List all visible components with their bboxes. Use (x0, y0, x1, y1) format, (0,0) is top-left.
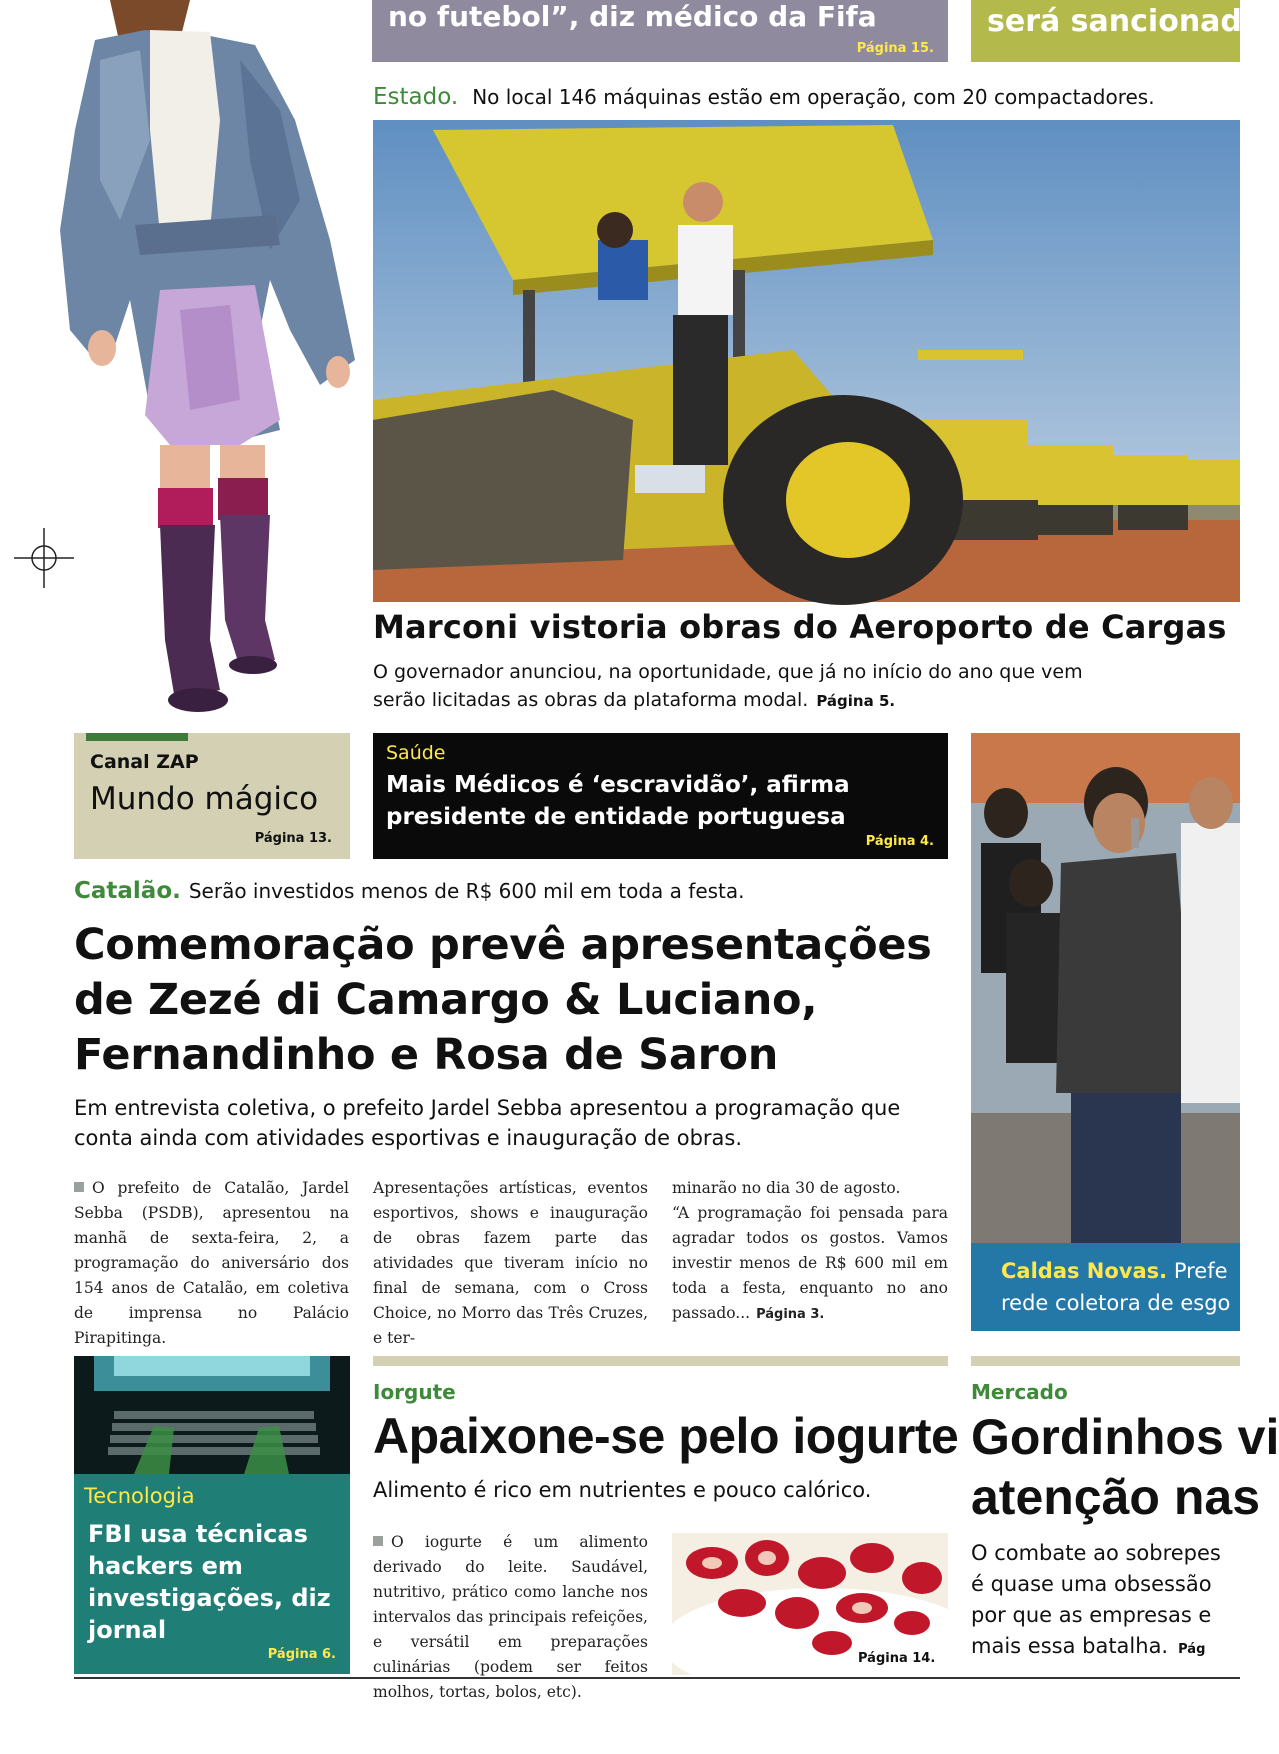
child-model-photo (40, 0, 360, 735)
mercado-deck (971, 1538, 1240, 1668)
catalao-col1-text: O prefeito de Catalão, Jardel Sebba (PSDB), apresentou na manhã de sexta-feira, 2, a programação do aniversário dos 154 anos de Catalão, em coletiva de imprensa no Palácio Pirapitinga. (74, 1179, 349, 1347)
iogurte-deck: Alimento é rico em nutrientes e pouco calórico. (373, 1478, 872, 1502)
mercado-section: Mercado (971, 1380, 1068, 1404)
caldas-caption-text (1001, 1255, 1230, 1319)
catalao-col3a-text: minarão no dia 30 de agosto. (672, 1179, 901, 1197)
estado-lead-line (373, 84, 1155, 110)
caldas-line2: rede coletora de esgo (1001, 1291, 1231, 1315)
catalao-col3b-text: “A programação foi pensada para agradar todos os gostos. Vamos investir menos de R$ 600 mil em toda a festa, enquanto no ano passado... (672, 1204, 948, 1322)
bullet-icon (74, 1182, 84, 1192)
mercado-headline-line1: Gordinhos vi (971, 1409, 1279, 1465)
mercado-top-rule (971, 1356, 1240, 1366)
tecnologia-section: Tecnologia (84, 1484, 195, 1508)
catalao-lead: Serão investidos menos de R$ 600 mil em toda a festa. (188, 879, 745, 903)
saude-headline: Mais Médicos é ‘escravidão’, afirma presidente de entidade portuguesa (386, 772, 850, 830)
sanction-headline: será sancionad (987, 4, 1242, 39)
catalao-column-3 (672, 1176, 948, 1327)
marconi-headline[interactable]: Marconi vistoria obras do Aeroporto de Cargas (373, 608, 1227, 646)
catalao-lead-line (74, 878, 745, 904)
mercado-deck-line1: O combate ao sobrepes (971, 1541, 1221, 1565)
iogurte-section: Iorgute (373, 1380, 456, 1404)
bullet-icon (373, 1536, 383, 1546)
iogurte-page-ref: Página 14. (858, 1651, 936, 1666)
mercado-page-ref: Pág (1178, 1642, 1206, 1657)
marconi-deck (373, 658, 1133, 715)
catalao-headline[interactable]: Comemoração prevê apresentações de Zezé di Camargo & Luciano, Fernandinho e Rosa de Saron (74, 920, 932, 1080)
fifa-teaser-banner[interactable] (372, 0, 948, 62)
catalao-column-2: Apresentações artísticas, eventos esportivos, shows e inauguração de obras fazem parte das atividades que tiveram início no final de semana, com o Cross Choice, no Morro das Três Cruzes, e ter- (373, 1179, 648, 1347)
mercado-headline-line2: atenção nas (971, 1469, 1261, 1525)
catalao-column-1 (74, 1176, 349, 1351)
catalao-page-ref: Página 3. (756, 1307, 825, 1322)
caldas-novas-caption[interactable] (971, 1243, 1240, 1331)
bottom-rule (74, 1677, 1240, 1679)
mercado-deck-line2: é quase uma obsessão (971, 1572, 1212, 1596)
canal-zap-section: Canal ZAP (90, 751, 199, 773)
canal-zap-page-ref: Página 13. (254, 831, 332, 846)
saude-teaser[interactable] (373, 733, 948, 859)
roller-compactors-photo (373, 120, 1240, 602)
fifa-page-ref: Página 15. (856, 41, 934, 56)
iogurte-body-text: O iogurte é um alimento derivado do leite. Saudável, nutritivo, prático como lanche nos intervalos das principais refeições, e versátil em preparações culinárias (podem ser feitos molhos, tortas, bolos, etc). (373, 1533, 648, 1701)
saude-section: Saúde (386, 742, 446, 764)
mercado-deck-line4: mais essa batalha. (971, 1634, 1169, 1658)
registration-crosshair-icon (14, 528, 74, 588)
estado-kicker: Estado. (373, 84, 459, 110)
marconi-page-ref: Página 5. (816, 692, 896, 710)
mercado-headline[interactable] (971, 1407, 1279, 1527)
caldas-kicker: Caldas Novas. (1001, 1259, 1168, 1283)
iogurte-top-rule (373, 1356, 948, 1366)
estado-lead: No local 146 máquinas estão em operação, com 20 compactadores. (472, 85, 1155, 109)
catalao-kicker: Catalão. (74, 878, 181, 904)
canal-zap-headline: Mundo mágico (90, 781, 319, 817)
canal-zap-teaser[interactable] (74, 733, 350, 859)
saude-page-ref: Página 4. (865, 834, 934, 849)
mercado-deck-line3: por que as empresas e (971, 1603, 1212, 1627)
canal-zap-accent-bar (86, 733, 188, 741)
keyboard-hands-photo (74, 1356, 350, 1474)
catalao-deck: Em entrevista coletiva, o prefeito Jardel Sebba apresentou a programação que conta ainda com atividades esportivas e inauguração de obras. (74, 1096, 901, 1150)
sanction-teaser-banner[interactable] (971, 0, 1240, 62)
tecnologia-page-ref: Página 6. (267, 1647, 336, 1662)
marconi-deck-text: O governador anunciou, na oportunidade, que já no início do ano que vem serão licitadas as obras da plataforma modal. (373, 661, 1083, 711)
caldas-novas-mayor-photo (971, 733, 1240, 1243)
caldas-line1: Prefe (1173, 1259, 1228, 1283)
iogurte-headline[interactable]: Apaixone-se pelo iogurte (373, 1408, 959, 1464)
fifa-headline: no futebol”, diz médico da Fifa (388, 0, 877, 33)
tecnologia-teaser[interactable] (74, 1474, 350, 1674)
tecnologia-headline: FBI usa técnicas hackers em investigações, diz jornal (88, 1520, 331, 1644)
